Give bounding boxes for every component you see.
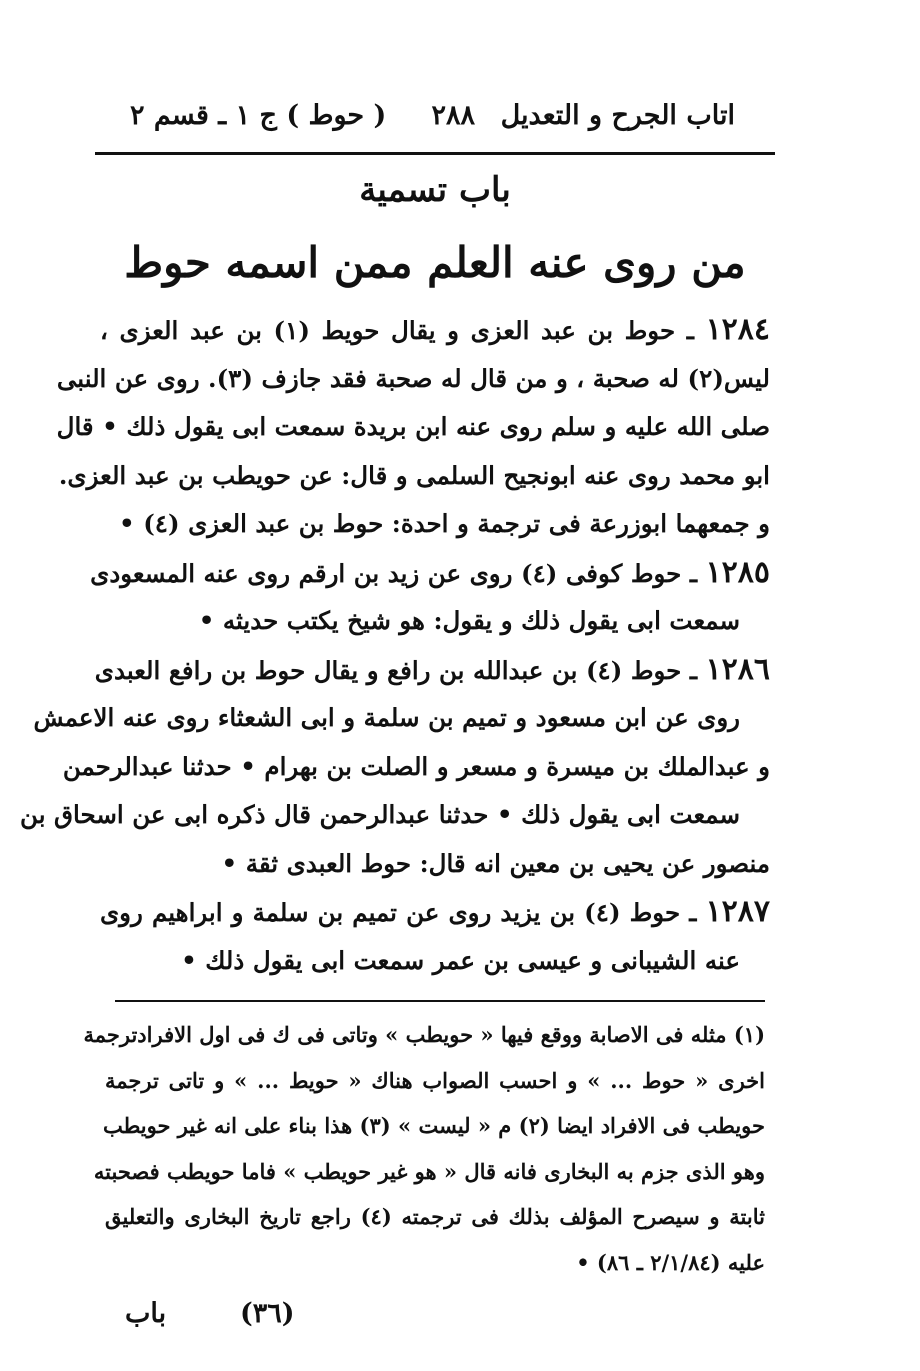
entry-line: عنه الشيبانى و عيسى بن عمر سمعت ابى يقول ذلك • [181, 945, 740, 975]
entry-line: سمعت ابى يقول ذلك و يقول: هو شيخ يكتب حديثه • [198, 606, 740, 635]
footnotes [83, 1012, 765, 1285]
footnote-line: اخرى « حوط ... » و احسب الصواب هناك « حويط ... » و تاتى ترجمة [105, 1067, 765, 1093]
entry-line: ١٢٨٥ ـ حوط كوفى (٤) روى عن زيد بن ارقم روى عنه المسعودى [90, 554, 770, 590]
book-title: اتاب الجرح و التعديل [500, 100, 735, 131]
footnote-line: (١) مثله فى الاصابة ووقع فيها « حويطب » وتاتى فى ك فى اول الافرادترجمة [83, 1022, 765, 1047]
footnote-line: وهو الذى جزم به البخارى فانه قال « هو غير حويطب » فاما حويطب فصحبته [93, 1158, 765, 1184]
entry-number: ١٢٨٧ [705, 894, 770, 929]
entry-line: روى عن ابن مسعود و تميم بن سلمة و ابى الشعثاء روى عنه الاعمش [33, 703, 740, 732]
entry-line: و عبدالملك بن ميسرة و مسعر و الصلت بن بهرام • حدثنا عبدالرحمن [62, 751, 770, 781]
page-number: ٢٨٨ [431, 100, 475, 131]
entries [20, 306, 771, 985]
chapter-title: باب تسمية [359, 170, 511, 210]
entry-line: منصور عن يحيى بن معين انه قال: حوط العبدى ثقة • [221, 848, 770, 878]
entry-line: صلى الله عليه و سلم روى عنه ابن بريدة سمعت ابى يقول ذلك • قال [56, 412, 770, 441]
catchword: باب [125, 1298, 167, 1329]
entry-number: ١٢٨٤ [705, 312, 771, 347]
chapter-subtitle: من روى عنه العلم ممن اسمه حوط [124, 238, 746, 287]
entry-line: ١٢٨٤ ـ حوط بن عبد العزى و يقال حويط (١) بن عبد العزى ، [100, 312, 771, 347]
header-rule [95, 152, 775, 155]
footnote-rule [115, 1000, 765, 1002]
entry-line: ليس(٢) له صحبة ، و من قال له صحبة فقد جازف (٣). روى عن النبى [56, 363, 770, 393]
entry-line: ١٢٨٧ ـ حوط (٤) بن يزيد روى عن تميم بن سلمة و ابراهيم روى [100, 894, 770, 929]
footnote-line: عليه (٢/١/٨٤ ـ ٨٦) • [576, 1249, 765, 1275]
entry-line: ١٢٨٦ ـ حوط (٤) بن عبدالله بن رافع و يقال حوط بن رافع العبدى [94, 651, 770, 687]
entry-number: ١٢٨٥ [705, 554, 770, 590]
signature-mark: (٣٦) [240, 1298, 295, 1329]
section-label: ( حوط ) ج ١ ـ قسم ٢ [130, 100, 387, 131]
entry-line: ابو محمد روى عنه ابونجيح السلمى و قال: عن حويطب بن عبد العزى. [58, 460, 770, 490]
running-header [95, 100, 775, 146]
entry-line: و جمعهما ابوزرعة فى ترجمة و احدة: حوط بن عبد العزى (٤) • [119, 509, 770, 538]
entry-number: ١٢٨٦ [705, 651, 770, 687]
entry-line: سمعت ابى يقول ذلك • حدثنا عبدالرحمن قال ذكره ابى عن اسحاق بن [20, 800, 740, 829]
footnote-line: حويطب فى الافراد ايضا (٢) م « ليست » (٣) هذا بناء على انه غير حويطب [102, 1113, 765, 1138]
footnote-line: ثابتة و سيصرح المؤلف بذلك فى ترجمته (٤) راجع تاريخ البخارى والتعليق [105, 1204, 765, 1229]
